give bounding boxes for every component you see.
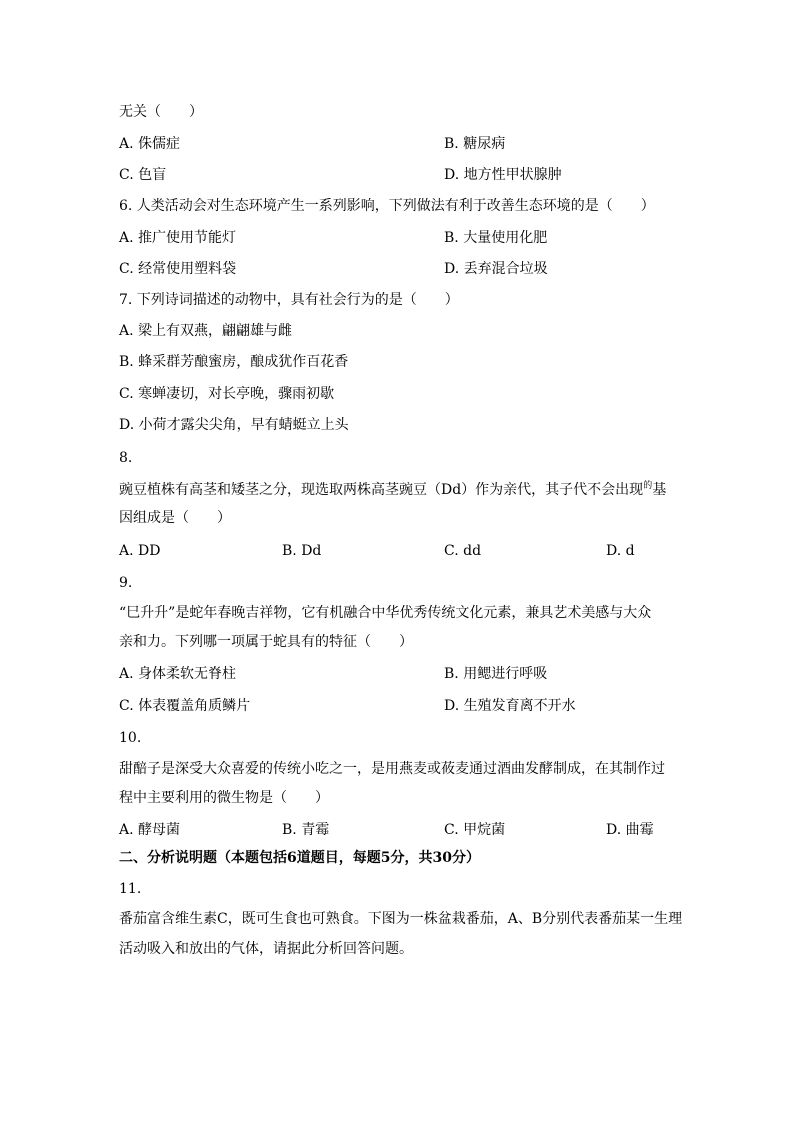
q10-option-a: A. 酵母菌 [119, 822, 181, 838]
q6-option-a: A. 推广使用节能灯 [119, 230, 237, 246]
q10-stem-line-2: 程中主要利用的微生物是（ ） [119, 790, 329, 806]
q8-stem-1a: 豌豆植株有高茎和矮茎之分，现选取两株高茎豌豆（Dd）作为亲代，其子代不会出现 [119, 482, 644, 498]
q9-option-a: A. 身体柔软无脊柱 [119, 666, 237, 682]
q7-stem: 7. 下列诗词描述的动物中，具有社会行为的是（ ） [119, 292, 459, 308]
q11-stem-line-1: 番茄富含维生素C，既可生食也可熟食。下图为一株盆栽番茄，A、B分别代表番茄某一生理 [119, 911, 683, 927]
q11-stem-line-2: 活动吸入和放出的气体，请据此分析回答问题。 [119, 941, 413, 957]
q8-option-c: C. dd [444, 543, 482, 559]
q10-stem-line-1: 甜醅子是深受大众喜爱的传统小吃之一，是用燕麦或莜麦通过酒曲发酵制成，在其制作过 [119, 761, 665, 777]
q8-stem-line-2: 因组成是（ ） [119, 510, 231, 526]
q5-option-b: B. 糖尿病 [444, 136, 506, 152]
q7-option-c: C. 寒蝉凄切，对长亭晚，骤雨初歇 [119, 386, 335, 402]
q7-option-d: D. 小荷才露尖尖角，早有蜻蜓立上头 [119, 417, 349, 433]
q11-number: 11. [119, 881, 142, 897]
q6-stem: 6. 人类活动会对生态环境产生一系列影响，下列做法有利于改善生态环境的是（ ） [119, 198, 655, 214]
q6-option-b: B. 大量使用化肥 [444, 230, 548, 246]
q8-option-a: A. DD [119, 543, 161, 559]
q7-option-a: A. 梁上有双燕，翩翩雄与雌 [119, 323, 293, 339]
q6-option-c: C. 经常使用塑料袋 [119, 261, 237, 277]
q10-option-d: D. 曲霉 [606, 822, 654, 838]
q6-option-d: D. 丢弃混合垃圾 [444, 261, 548, 277]
q5-option-d: D. 地方性甲状腺肿 [444, 167, 562, 183]
q8-stem-1-superscript: 的 [643, 481, 653, 491]
q10-option-b: B. 青霉 [282, 822, 330, 838]
q8-stem-line-1 [119, 481, 666, 501]
section-2-heading: 二、分析说明题（本题包括6道题目，每题5分，共30分） [119, 850, 480, 866]
q9-number: 9. [119, 575, 133, 591]
q10-option-c: C. 甲烷菌 [444, 822, 506, 838]
q9-option-b: B. 用鳃进行呼吸 [444, 666, 548, 682]
q5-option-c: C. 色盲 [119, 167, 167, 183]
q8-stem-1b: 基 [652, 482, 667, 498]
q9-option-c: C. 体表覆盖角质鳞片 [119, 698, 251, 714]
q8-option-d: D. d [606, 543, 635, 559]
q8-option-b: B. Dd [282, 543, 322, 559]
q9-option-d: D. 生殖发育离不开水 [444, 698, 576, 714]
q5-option-a: A. 侏儒症 [119, 136, 181, 152]
q9-stem-line-1: “巳升升”是蛇年春晚吉祥物，它有机融合中华优秀传统文化元素，兼具艺术美感与大众 [119, 605, 652, 621]
q8-number: 8. [119, 450, 133, 466]
q10-number: 10. [119, 730, 142, 746]
q7-option-b: B. 蜂采群芳酿蜜房，酿成犹作百花香 [119, 354, 349, 370]
q5-tail: 无关（ ） [119, 104, 203, 120]
q9-stem-line-2: 亲和力。下列哪一项属于蛇具有的特征（ ） [119, 634, 413, 650]
